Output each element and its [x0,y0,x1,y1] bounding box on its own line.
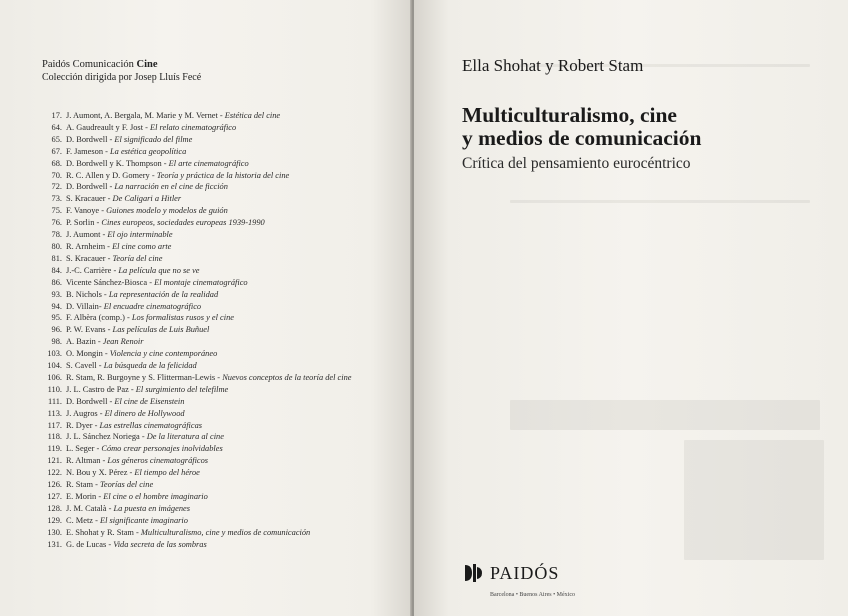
book-list-item [34,348,404,360]
book-list-item [34,253,404,265]
book-title-italic: La narración en el cine de ficción [114,182,228,192]
book-number: 121. [47,456,62,466]
book-list-item [34,241,404,253]
book-title-line1: Multiculturalismo, cine [462,103,677,127]
book-author: E. Morin - [66,492,104,501]
book-title-italic: Jean Renoir [102,337,144,347]
book-number: 65. [51,134,62,144]
book-author: D. Bordwell - [66,182,115,192]
book-author: J. Aumont, A. Bergala, M. Marie y M. Vernet - [66,111,225,120]
book-author: F. Jameson - [66,146,110,156]
book-list-item [34,527,404,539]
book-list-item [34,289,404,301]
book-author: P. Sorlin - [66,218,102,228]
book-number: 129. [47,515,62,525]
book-title-italic: El tiempo del héroe [134,468,200,478]
book-title-italic: La búsqueda de la felicidad [103,361,197,371]
book-list-item [34,431,404,443]
book-number: 127. [47,492,62,501]
book-author: L. Seger - [66,444,102,454]
series-director: Colección dirigida por Josep Lluís Fecé [42,72,202,83]
book-list-item [34,122,404,134]
book-list-item [34,170,404,182]
book-title-italic: Vida secreta de las sombras [113,539,207,549]
book-title-italic: El cine o el hombre imaginario [103,492,208,501]
book-number: 95. [51,313,62,323]
book-title-italic: El montaje cinematográfico [154,277,248,287]
book-number: 75. [51,206,62,216]
series-header [42,58,201,84]
book-author: J. Augros - [66,408,105,418]
book-list-item [34,312,404,324]
book-title [462,104,701,150]
bleed-through [510,400,820,430]
book-title-italic: La película que no se ve [118,265,200,275]
book-number: 103. [47,349,62,359]
book-author: P. W. Evans - [66,325,113,335]
book-author: S. Cavell - [66,361,104,371]
book-title-italic: Multiculturalismo, cine y medios de comunicación [140,527,311,537]
book-list-item [34,134,404,146]
book-number: 72. [51,182,62,192]
book-number: 98. [51,337,62,347]
book-number: 119. [47,444,62,454]
book-list-item [34,360,404,372]
book-number: 106. [47,372,62,382]
book-title-italic: Violencia y cine contemporáneo [109,349,218,359]
book-number: 78. [51,230,62,240]
book-list-item [34,181,404,193]
book-title-italic: La representación de la realidad [108,289,219,299]
book-number: 110. [47,384,62,394]
book-subtitle: Crítica del pensamiento eurocéntrico [462,155,691,172]
book-title-italic: Cómo crear personajes inolvidables [101,444,223,454]
book-author: J.-C. Carrière - [66,265,119,275]
book-author: D. Bordwell - [66,134,115,144]
book-number: 117. [47,420,62,430]
book-title-italic: De la literatura al cine [146,432,224,442]
book-title-italic: El dinero de Hollywood [104,408,185,418]
book-author: N. Bou y X. Pérez - [66,468,135,478]
publisher-logo [462,562,559,584]
book-title-italic: Cines europeos, sociedades europeas 1939-1990 [101,218,265,228]
book-author: A. Bazin - [66,337,103,347]
book-author: R. Stam, R. Burgoyne y S. Flitterman-Lewis - [66,372,223,382]
book-author: D. Bordwell - [66,396,115,406]
right-page [414,0,848,616]
book-title-italic: El significado del filme [114,134,193,144]
book-author: E. Shohat y R. Stam - [66,527,141,537]
book-list-item [34,110,404,122]
book-list-item [34,205,404,217]
book-number: 67. [51,146,62,156]
book-author: R. Stam - [66,480,100,490]
book-list-item [34,193,404,205]
book-list-item [34,372,404,384]
book-list [34,110,404,551]
book-authors: Ella Shohat y Robert Stam [462,56,644,75]
book-author: R. Arnheim - [66,241,113,251]
book-list-item [34,420,404,432]
book-number: 122. [47,468,62,478]
book-title-italic: El encuadre cinematográfico [103,301,202,311]
book-title-italic: El cine como arte [112,241,172,251]
book-list-item [34,301,404,313]
book-number: 128. [47,503,62,513]
book-author: J. L. Sánchez Noriega - [66,432,147,442]
book-list-item [34,324,404,336]
book-number: 104. [47,361,62,371]
book-author: C. Metz - [66,515,100,525]
book-author: D. Villain- [66,301,104,311]
book-list-item [34,539,404,551]
book-number: 68. [51,158,62,168]
book-title-line2: y medios de comunicación [462,126,702,150]
book-title-italic: Guiones modelo y modelos de guión [106,206,228,216]
book-list-item [34,515,404,527]
book-number: 113. [47,408,62,418]
book-list-item [34,336,404,348]
book-list-item [34,146,404,158]
book-list-item [34,503,404,515]
book-author: S. Kracauer - [66,253,113,263]
book-title-italic: El arte cinematográfico [168,158,249,168]
book-title-italic: Teoría del cine [112,253,163,263]
book-number: 81. [51,253,62,263]
book-number: 80. [51,241,62,251]
book-title-italic: El relato cinematográfico [150,122,237,132]
book-number: 131. [47,539,62,549]
bleed-through [684,440,824,560]
book-title-italic: El surgimiento del telefilme [135,384,229,394]
book-title-italic: Teoría y práctica de la historia del cine [156,170,290,180]
book-title-italic: Estética del cine [224,111,281,120]
book-list-item [34,479,404,491]
book-list-item [34,491,404,503]
book-number: 73. [51,194,62,204]
book-author: J. L. Castro de Paz - [66,384,136,394]
book-number: 86. [51,277,62,287]
book-number: 93. [51,289,62,299]
book-list-item [34,158,404,170]
book-author: R. Dyer - [66,420,100,430]
book-list-item [34,455,404,467]
book-number: 111. [47,396,62,406]
book-title-italic: Los formalistas rusos y el cine [131,313,234,323]
book-author: G. de Lucas - [66,539,114,549]
book-list-item [34,384,404,396]
book-list-item [34,396,404,408]
bleed-through [510,200,810,203]
book-author: A. Gaudreault y F. Jost - [66,122,150,132]
book-author: D. Bordwell y K. Thompson - [66,158,169,168]
publisher-cities: Barcelona • Buenos Aires • México [490,592,576,598]
book-title-italic: Los géneros cinematográficos [107,456,209,466]
paidos-logo-icon [462,562,484,584]
book-list-item [34,217,404,229]
book-title-italic: La puesta en imágenes [113,503,190,513]
book-title-italic: Teorías del cine [99,480,154,490]
publisher-name: PAIDÓS [490,562,560,583]
book-list-item [34,408,404,420]
book-number: 76. [51,218,62,228]
book-author: F. Albèra (comp.) - [66,313,132,323]
book-author: Vicente Sánchez-Biosca - [66,277,155,287]
book-title-italic: El ojo interminable [107,230,173,240]
book-author: F. Vanoye - [66,206,107,216]
book-author: R. C. Allen y D. Gomery - [66,170,157,180]
book-title-italic: El significante imaginario [99,515,188,525]
left-page [0,0,412,616]
book-author: R. Altman - [66,456,108,466]
book-title-italic: De Caligari a Hitler [112,194,182,204]
series-brand: Paidós Comunicación Cine [42,59,158,70]
book-number: 94. [51,301,62,311]
book-list-item [34,265,404,277]
book-author: J. Aumont - [66,230,108,240]
book-number: 84. [51,265,62,275]
book-number: 17. [51,111,62,120]
book-title-italic: Las estrellas cinematográficas [99,420,203,430]
book-number: 126. [47,480,62,490]
book-title-italic: La estética geopolítica [110,146,187,156]
book-number: 118. [47,432,62,442]
book-list-item [34,277,404,289]
book-author: O. Mongin - [66,349,110,359]
book-list-item [34,467,404,479]
book-title-italic: El cine de Eisenstein [114,396,185,406]
book-title-italic: Las películas de Luis Buñuel [112,325,210,335]
book-number: 64. [51,122,62,132]
book-list-item [34,229,404,241]
book-list-item [34,443,404,455]
book-number: 70. [51,170,62,180]
series-brand-bold: Cine [136,59,158,70]
book-author: B. Nichols - [66,289,109,299]
book-number: 130. [47,527,62,537]
book-title-italic: Nuevos conceptos de la teoría del cine [222,372,352,382]
book-author: J. M. Català - [66,503,114,513]
book-number: 96. [51,325,62,335]
book-author: S. Kracauer - [66,194,113,204]
